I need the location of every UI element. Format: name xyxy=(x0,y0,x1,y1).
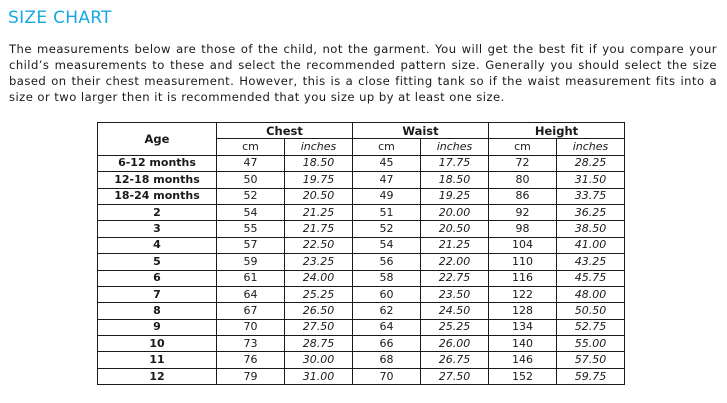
table-row xyxy=(98,286,625,302)
age-cell: 8 xyxy=(98,303,217,319)
chest-inches-cell: 30.00 xyxy=(285,352,353,368)
waist-cm-cell: 49 xyxy=(353,188,421,204)
age-cell: 10 xyxy=(98,336,217,352)
chest-inches-cell: 25.25 xyxy=(285,286,353,302)
age-cell: 12-18 months xyxy=(98,172,217,188)
waist-cm-header: cm xyxy=(353,139,421,155)
chest-inches-cell: 27.50 xyxy=(285,319,353,335)
age-header: Age xyxy=(98,123,217,156)
waist-cm-cell: 70 xyxy=(353,368,421,384)
height-inches-cell: 41.00 xyxy=(557,237,625,253)
table-row xyxy=(98,319,625,335)
age-cell: 12 xyxy=(98,368,217,384)
waist-inches-cell: 17.75 xyxy=(421,155,489,171)
chest-cm-cell: 52 xyxy=(217,188,285,204)
height-inches-cell: 31.50 xyxy=(557,172,625,188)
age-cell: 2 xyxy=(98,204,217,220)
chest-inches-cell: 22.50 xyxy=(285,237,353,253)
age-cell: 5 xyxy=(98,254,217,270)
waist-header: Waist xyxy=(353,123,489,139)
height-inches-cell: 50.50 xyxy=(557,303,625,319)
table-row xyxy=(98,352,625,368)
waist-cm-cell: 68 xyxy=(353,352,421,368)
chest-inches-cell: 26.50 xyxy=(285,303,353,319)
chest-inches-cell: 20.50 xyxy=(285,188,353,204)
chest-header: Chest xyxy=(217,123,353,139)
waist-inches-cell: 27.50 xyxy=(421,368,489,384)
age-cell: 4 xyxy=(98,237,217,253)
chest-inches-cell: 21.75 xyxy=(285,221,353,237)
age-cell: 7 xyxy=(98,286,217,302)
height-inches-cell: 48.00 xyxy=(557,286,625,302)
waist-inches-cell: 18.50 xyxy=(421,172,489,188)
height-cm-cell: 128 xyxy=(489,303,557,319)
chest-cm-cell: 47 xyxy=(217,155,285,171)
chest-cm-header: cm xyxy=(217,139,285,155)
height-cm-cell: 152 xyxy=(489,368,557,384)
page-title: SIZE CHART xyxy=(8,8,112,28)
age-cell: 3 xyxy=(98,221,217,237)
waist-inches-cell: 26.75 xyxy=(421,352,489,368)
waist-inches-cell: 26.00 xyxy=(421,336,489,352)
chest-inches-cell: 21.25 xyxy=(285,204,353,220)
height-cm-cell: 104 xyxy=(489,237,557,253)
age-cell: 6 xyxy=(98,270,217,286)
chest-cm-cell: 57 xyxy=(217,237,285,253)
group-header-row xyxy=(98,123,625,139)
chest-inches-cell: 24.00 xyxy=(285,270,353,286)
waist-inches-cell: 23.50 xyxy=(421,286,489,302)
table-row xyxy=(98,303,625,319)
size-chart-table xyxy=(97,122,625,385)
chest-inches-cell: 28.75 xyxy=(285,336,353,352)
height-cm-cell: 110 xyxy=(489,254,557,270)
chest-cm-cell: 50 xyxy=(217,172,285,188)
waist-cm-cell: 66 xyxy=(353,336,421,352)
table-row xyxy=(98,368,625,384)
waist-cm-cell: 64 xyxy=(353,319,421,335)
height-cm-cell: 116 xyxy=(489,270,557,286)
waist-cm-cell: 45 xyxy=(353,155,421,171)
height-cm-cell: 98 xyxy=(489,221,557,237)
height-inches-cell: 57.50 xyxy=(557,352,625,368)
waist-cm-cell: 47 xyxy=(353,172,421,188)
height-inches-cell: 38.50 xyxy=(557,221,625,237)
height-inches-cell: 33.75 xyxy=(557,188,625,204)
height-inches-cell: 59.75 xyxy=(557,368,625,384)
height-inches-cell: 43.25 xyxy=(557,254,625,270)
chest-cm-cell: 79 xyxy=(217,368,285,384)
waist-cm-cell: 58 xyxy=(353,270,421,286)
waist-cm-cell: 51 xyxy=(353,204,421,220)
height-cm-header: cm xyxy=(489,139,557,155)
table-row xyxy=(98,254,625,270)
chest-inches-cell: 18.50 xyxy=(285,155,353,171)
height-inches-cell: 55.00 xyxy=(557,336,625,352)
waist-cm-cell: 56 xyxy=(353,254,421,270)
waist-inches-cell: 20.50 xyxy=(421,221,489,237)
height-cm-cell: 140 xyxy=(489,336,557,352)
height-cm-cell: 80 xyxy=(489,172,557,188)
chest-cm-cell: 76 xyxy=(217,352,285,368)
table-row xyxy=(98,155,625,171)
chest-inches-cell: 31.00 xyxy=(285,368,353,384)
height-cm-cell: 72 xyxy=(489,155,557,171)
age-cell: 18-24 months xyxy=(98,188,217,204)
waist-inches-header: inches xyxy=(421,139,489,155)
waist-inches-cell: 22.00 xyxy=(421,254,489,270)
height-inches-cell: 52.75 xyxy=(557,319,625,335)
age-cell: 9 xyxy=(98,319,217,335)
age-cell: 11 xyxy=(98,352,217,368)
chest-cm-cell: 59 xyxy=(217,254,285,270)
intro-paragraph: The measurements below are those of the child, not the garment. You will get the best fit if you compare your child’s measurements to these and select the recommended pattern size. Generally you should select the size based on their chest measurement. However, this is a close fitting tank so if the waist measurement fits into a size or two larger then it is recommended that you size up by at least one size. xyxy=(9,42,717,104)
height-inches-cell: 28.25 xyxy=(557,155,625,171)
waist-inches-cell: 25.25 xyxy=(421,319,489,335)
height-inches-header: inches xyxy=(557,139,625,155)
waist-inches-cell: 19.25 xyxy=(421,188,489,204)
height-inches-cell: 36.25 xyxy=(557,204,625,220)
waist-cm-cell: 60 xyxy=(353,286,421,302)
table-row xyxy=(98,221,625,237)
height-inches-cell: 45.75 xyxy=(557,270,625,286)
chest-inches-header: inches xyxy=(285,139,353,155)
table-row xyxy=(98,204,625,220)
height-cm-cell: 134 xyxy=(489,319,557,335)
table-row xyxy=(98,336,625,352)
height-cm-cell: 122 xyxy=(489,286,557,302)
table-row xyxy=(98,188,625,204)
height-header: Height xyxy=(489,123,625,139)
chest-cm-cell: 67 xyxy=(217,303,285,319)
table-row xyxy=(98,172,625,188)
chest-cm-cell: 64 xyxy=(217,286,285,302)
waist-cm-cell: 54 xyxy=(353,237,421,253)
height-cm-cell: 92 xyxy=(489,204,557,220)
height-cm-cell: 146 xyxy=(489,352,557,368)
table-row xyxy=(98,270,625,286)
chest-cm-cell: 55 xyxy=(217,221,285,237)
chest-inches-cell: 19.75 xyxy=(285,172,353,188)
waist-inches-cell: 24.50 xyxy=(421,303,489,319)
waist-cm-cell: 62 xyxy=(353,303,421,319)
chest-cm-cell: 70 xyxy=(217,319,285,335)
size-rows xyxy=(98,155,625,384)
chest-cm-cell: 61 xyxy=(217,270,285,286)
waist-cm-cell: 52 xyxy=(353,221,421,237)
waist-inches-cell: 21.25 xyxy=(421,237,489,253)
age-cell: 6-12 months xyxy=(98,155,217,171)
height-cm-cell: 86 xyxy=(489,188,557,204)
table-row xyxy=(98,237,625,253)
chest-cm-cell: 73 xyxy=(217,336,285,352)
chest-cm-cell: 54 xyxy=(217,204,285,220)
chest-inches-cell: 23.25 xyxy=(285,254,353,270)
waist-inches-cell: 20.00 xyxy=(421,204,489,220)
waist-inches-cell: 22.75 xyxy=(421,270,489,286)
